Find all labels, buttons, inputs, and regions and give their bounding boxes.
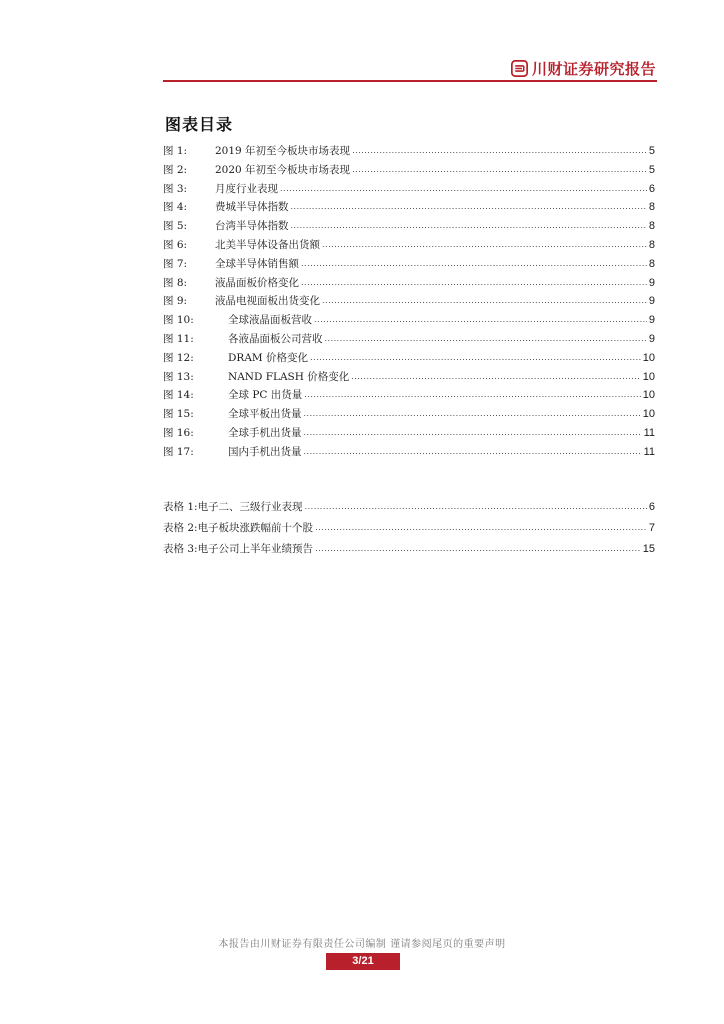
figure-title: 国内手机出货量 [228, 445, 302, 458]
toc-entry[interactable] [163, 236, 655, 255]
figure-title: 北美半导体设备出货额 [215, 238, 320, 251]
page-ref: 15 [642, 543, 655, 556]
toc-entry[interactable] [163, 424, 655, 443]
toc-entry[interactable] [163, 255, 655, 274]
dot-leader [315, 517, 647, 538]
figure-title: 液晶面板价格变化 [215, 276, 299, 289]
header-brand [511, 58, 656, 79]
dot-leader [351, 368, 641, 387]
dot-leader [304, 386, 640, 405]
dot-leader [314, 311, 647, 330]
dot-leader [304, 405, 641, 424]
figure-title: 全球半导体销售额 [215, 257, 299, 270]
page-ref: 10 [642, 351, 655, 364]
toc-entry[interactable] [163, 349, 655, 368]
table-title: 电子公司上半年业绩预告 [197, 543, 314, 556]
page-ref: 8 [648, 201, 655, 214]
figure-label: 图 2: [163, 163, 188, 176]
table-label: 表格 3: [163, 543, 198, 556]
figure-label: 图 12: [163, 351, 194, 364]
dot-leader [315, 538, 641, 559]
toc-entry[interactable] [163, 311, 655, 330]
page-ref: 9 [648, 332, 655, 345]
toc-entry[interactable] [163, 161, 655, 180]
dot-leader [305, 496, 647, 517]
figure-label: 图 13: [163, 370, 194, 383]
page-ref: 5 [648, 163, 655, 176]
page-ref: 8 [648, 257, 655, 270]
table-label: 表格 1: [163, 501, 198, 513]
dot-leader [291, 198, 647, 217]
figure-label: 图 16: [163, 426, 194, 439]
page-ref: 10 [642, 370, 655, 383]
page-ref: 10 [642, 389, 655, 402]
toc-entry[interactable] [163, 386, 655, 405]
page-ref: 10 [642, 408, 655, 421]
dot-leader [310, 349, 641, 368]
figure-label: 图 1: [163, 145, 188, 157]
toc-entry[interactable] [163, 217, 655, 236]
chuancai-logo-icon [511, 60, 528, 77]
dot-leader [322, 236, 647, 255]
figure-title: 全球液晶面板营收 [228, 314, 312, 327]
toc-entry[interactable] [163, 292, 655, 311]
figure-label: 图 14: [163, 389, 194, 402]
figure-label: 图 6: [163, 238, 188, 251]
figure-title: 全球平板出货量 [228, 408, 302, 421]
toc-entry[interactable] [163, 274, 655, 293]
page-ref: 8 [648, 220, 655, 233]
toc-entry[interactable] [163, 198, 655, 217]
toc-entry[interactable] [163, 142, 655, 161]
page-number-badge: 3/21 [326, 953, 400, 970]
figure-title: 各液晶面板公司营收 [228, 332, 323, 345]
figure-title: NAND FLASH 价格变化 [228, 370, 350, 383]
dot-leader [280, 180, 647, 199]
figure-title: 台湾半导体指数 [215, 220, 289, 233]
table-list [163, 497, 655, 561]
figure-label: 图 4: [163, 201, 188, 214]
dot-leader [291, 217, 647, 236]
figure-label: 图 9: [163, 295, 188, 308]
figure-title: 液晶电视面板出货变化 [215, 295, 320, 308]
dot-leader [352, 161, 647, 180]
toc-entry[interactable] [163, 368, 655, 387]
header-divider [163, 80, 657, 82]
page-ref: 8 [648, 238, 655, 251]
table-label: 表格 2: [163, 522, 198, 535]
dot-leader [301, 274, 647, 293]
dot-leader [301, 255, 647, 274]
figure-label: 图 15: [163, 408, 194, 421]
page-ref: 6 [648, 182, 655, 195]
toc-entry[interactable] [163, 180, 655, 199]
toc-entry[interactable] [163, 330, 655, 349]
figure-title: 全球 PC 出货量 [228, 389, 303, 402]
figure-title: 费城半导体指数 [215, 201, 289, 214]
page-title: 图表目录 [165, 115, 234, 134]
figure-label: 图 5: [163, 220, 188, 233]
table-title: 电子板块涨跌幅前十个股 [197, 522, 314, 535]
table-title: 电子二、三级行业表现 [197, 501, 303, 513]
figure-label: 图 10: [163, 314, 194, 327]
figure-title: 2019 年初至今板块市场表现 [215, 145, 351, 157]
page-ref: 9 [648, 276, 655, 289]
figure-title: DRAM 价格变化 [228, 351, 308, 364]
figure-title: 全球手机出货量 [228, 426, 302, 439]
page-ref: 7 [648, 522, 655, 535]
figure-label: 图 7: [163, 257, 188, 270]
dot-leader [352, 142, 647, 161]
brand-name: 川财证券研究报告 [531, 60, 656, 78]
disclaimer-note: 本报告由川财证券有限责任公司编制 谨请参阅尾页的重要声明 [218, 939, 506, 950]
figure-title: 2020 年初至今板块市场表现 [215, 163, 351, 176]
figure-list [163, 142, 655, 462]
page-ref: 9 [648, 295, 655, 308]
figure-label: 图 17: [163, 445, 194, 458]
toc-entry[interactable] [163, 405, 655, 424]
dot-leader [304, 443, 642, 462]
toc-entry[interactable] [163, 443, 655, 462]
figure-label: 图 8: [163, 276, 188, 289]
figure-title: 月度行业表现 [215, 182, 278, 195]
page-ref: 6 [648, 501, 655, 513]
dot-leader [322, 292, 647, 311]
figure-label: 图 3: [163, 182, 188, 195]
page-ref: 5 [648, 145, 655, 157]
toc-entry[interactable] [163, 539, 655, 560]
figure-label: 图 11: [163, 332, 194, 345]
page-ref: 9 [648, 314, 655, 327]
page-ref: 11 [643, 445, 655, 458]
toc-entry[interactable] [163, 497, 655, 518]
dot-leader [304, 424, 642, 443]
dot-leader [325, 330, 647, 349]
page-ref: 11 [643, 426, 655, 439]
toc-entry[interactable] [163, 518, 655, 539]
